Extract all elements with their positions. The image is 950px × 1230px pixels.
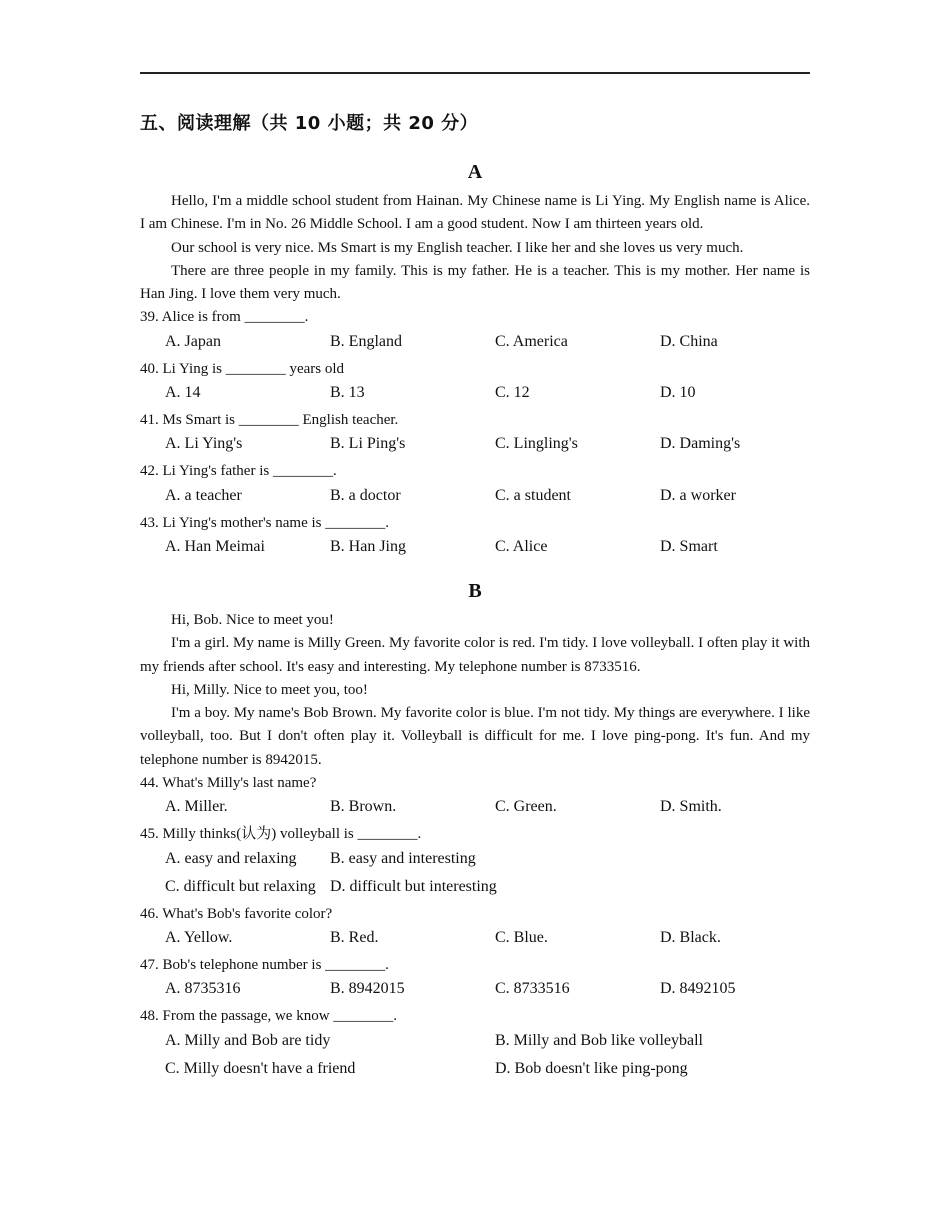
- option-a[interactable]: A. Japan: [165, 332, 221, 350]
- paragraph: I'm a girl. My name is Milly Green. My favorite color is red. I'm tidy. I love volleyball. I often play it with my friends after school. It's easy and interesting. My telephone number is 8733516.: [140, 635, 810, 675]
- question-stem: 48. From the passage, we know ________.: [140, 1008, 398, 1025]
- option-b[interactable]: B. easy and interesting: [330, 849, 476, 867]
- option-b[interactable]: B. Brown.: [330, 798, 397, 816]
- options: [140, 330, 810, 354]
- paragraph: Our school is very nice. Ms Smart is my English teacher. I like her and she loves us very much.: [171, 239, 744, 256]
- passage-title: A: [467, 161, 483, 183]
- option-d[interactable]: D. Smart: [660, 537, 718, 555]
- option-b[interactable]: B. 13: [330, 384, 365, 402]
- header-rule: [140, 72, 810, 74]
- options: [140, 1029, 810, 1081]
- question-stem: 44. What's Milly's last name?: [140, 775, 317, 792]
- options: [140, 484, 810, 508]
- question: [140, 954, 810, 1001]
- question: [140, 903, 810, 950]
- option-b[interactable]: B. Han Jing: [330, 537, 406, 555]
- question-stem: 40. Li Ying is ________ years old: [140, 360, 345, 377]
- option-d[interactable]: D. difficult but interesting: [330, 877, 497, 895]
- option-a[interactable]: A. Miller.: [165, 798, 228, 816]
- option-a[interactable]: A. 8735316: [165, 980, 241, 998]
- paragraph: There are three people in my family. This is my father. He is a teacher. This is my mother. Her name is Han Jing. I love them very much.: [140, 262, 810, 303]
- option-c[interactable]: C. difficult but relaxing: [165, 877, 316, 895]
- option-d[interactable]: D. China: [660, 332, 718, 350]
- option-a[interactable]: A. a teacher: [165, 486, 242, 504]
- passage-title: B: [468, 579, 482, 602]
- document-body: [140, 108, 810, 1085]
- question-stem: 47. Bob's telephone number is ________.: [140, 956, 389, 973]
- option-b[interactable]: B. England: [330, 332, 402, 350]
- question-stem: 46. What's Bob's favorite color?: [140, 905, 333, 922]
- options: [140, 535, 810, 559]
- option-a[interactable]: A. easy and relaxing: [165, 849, 297, 867]
- options: [140, 977, 810, 1001]
- options: [140, 926, 810, 950]
- option-b[interactable]: B. a doctor: [330, 486, 401, 504]
- option-d[interactable]: D. Smith.: [660, 798, 722, 816]
- section-title: 五、阅读理解（共 10 小题；共 20 分）: [140, 113, 479, 134]
- passage-b: [140, 576, 810, 1081]
- option-c[interactable]: C. Alice: [495, 537, 548, 555]
- option-d[interactable]: D. Black.: [660, 928, 721, 946]
- option-d[interactable]: D. a worker: [660, 486, 736, 504]
- question: [140, 306, 810, 353]
- option-b[interactable]: B. 8942015: [330, 980, 405, 998]
- question: [140, 409, 810, 456]
- options: [140, 795, 810, 819]
- option-d[interactable]: D. 8492105: [660, 980, 736, 998]
- option-c[interactable]: C. Lingling's: [495, 435, 578, 453]
- option-c[interactable]: C. Blue.: [495, 928, 548, 946]
- option-b[interactable]: B. Milly and Bob like volleyball: [495, 1031, 703, 1049]
- option-b[interactable]: B. Red.: [330, 928, 379, 946]
- option-d[interactable]: D. Daming's: [660, 435, 741, 453]
- option-c[interactable]: C. America: [495, 332, 568, 350]
- option-c[interactable]: C. 8733516: [495, 980, 570, 998]
- option-c[interactable]: C. 12: [495, 384, 530, 402]
- passages: [140, 157, 810, 1081]
- option-a[interactable]: A. Han Meimai: [165, 537, 265, 555]
- question: [140, 460, 810, 507]
- question: [140, 823, 810, 898]
- option-c[interactable]: C. Green.: [495, 798, 557, 816]
- paragraph: Hi, Milly. Nice to meet you, too!: [171, 681, 368, 698]
- paragraph: I'm a boy. My name's Bob Brown. My favorite color is blue. I'm not tidy. My things are everywhere. I like volleyball, too. But I don't often play it. Volleyball is difficult for me. I love ping-pong. It's fun. And my telephone number is 8942015.: [140, 705, 810, 768]
- option-d[interactable]: D. 10: [660, 384, 696, 402]
- option-a[interactable]: A. Li Ying's: [165, 435, 243, 453]
- options: [140, 847, 810, 899]
- question-stem: 45. Milly thinks(认为) volleyball is ________.: [140, 826, 422, 843]
- question-stem: 43. Li Ying's mother's name is ________.: [140, 514, 390, 531]
- options: [140, 381, 810, 405]
- question: [140, 1005, 810, 1080]
- option-c[interactable]: C. a student: [495, 486, 571, 504]
- paragraph: Hi, Bob. Nice to meet you!: [171, 611, 334, 628]
- option-c[interactable]: C. Milly doesn't have a friend: [165, 1059, 356, 1077]
- question-stem: 42. Li Ying's father is ________.: [140, 463, 337, 480]
- passage-a: [140, 157, 810, 559]
- question-stem: 39. Alice is from ________.: [140, 309, 309, 326]
- options: [140, 432, 810, 456]
- question-stem: 41. Ms Smart is ________ English teacher.: [140, 412, 399, 429]
- option-b[interactable]: B. Li Ping's: [330, 435, 406, 453]
- question: [140, 772, 810, 819]
- option-d[interactable]: D. Bob doesn't like ping-pong: [495, 1059, 688, 1077]
- paragraph: Hello, I'm a middle school student from Hainan. My Chinese name is Li Ying. My English name is Alice. I am Chinese. I'm in No. 26 Middle School. I am a good student. Now I am thirteen years old.: [140, 193, 810, 233]
- question: [140, 358, 810, 405]
- option-a[interactable]: A. 14: [165, 384, 201, 402]
- option-a[interactable]: A. Yellow.: [165, 928, 233, 946]
- option-a[interactable]: A. Milly and Bob are tidy: [165, 1031, 331, 1049]
- question: [140, 512, 810, 559]
